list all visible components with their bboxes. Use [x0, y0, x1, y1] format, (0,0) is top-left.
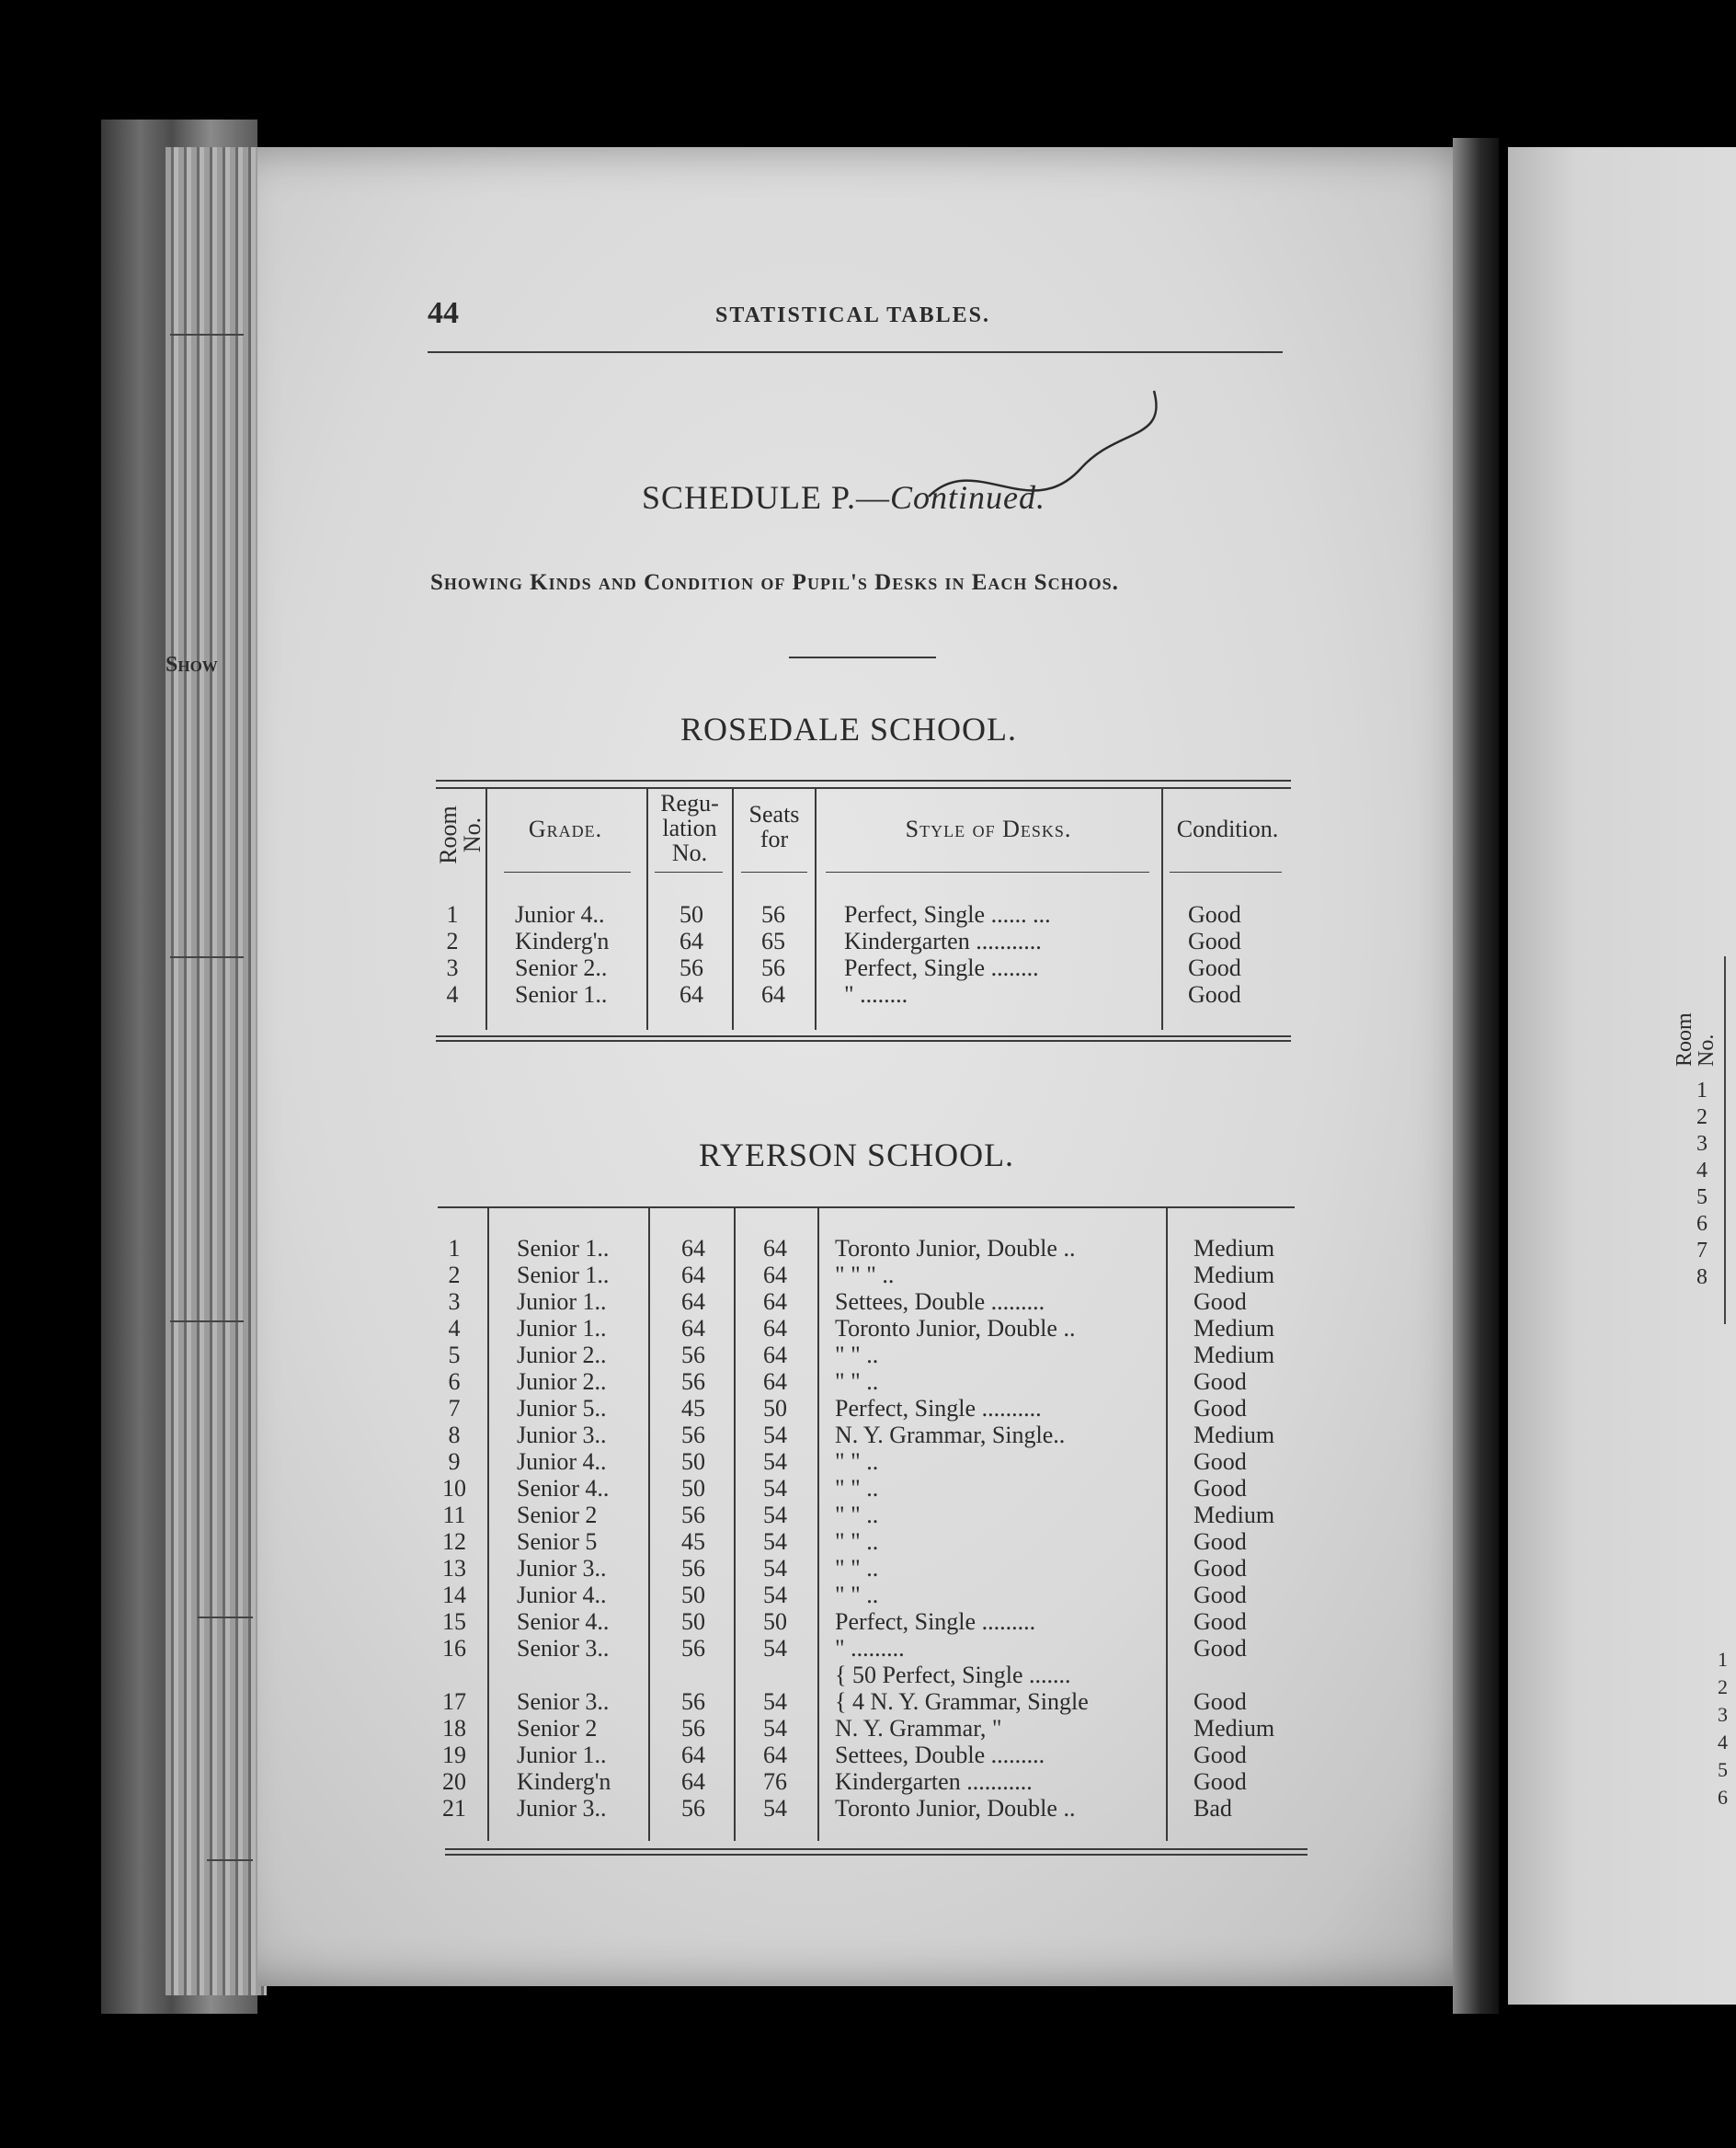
rosedale-bottom-rule	[436, 1035, 1291, 1037]
cell-room: 17	[442, 1688, 466, 1715]
header-seats-for: Seats for	[748, 801, 800, 852]
cell-room: 3	[448, 1288, 461, 1315]
facing-page-show-fragment: Show	[166, 653, 218, 677]
header-underline	[655, 872, 723, 873]
cell-room: 20	[442, 1768, 466, 1795]
cell-seats: 54	[763, 1422, 787, 1448]
cell-regulation: 45	[681, 1395, 705, 1422]
cell-style: N. Y. Grammar, Single..	[835, 1422, 1066, 1448]
cell-regulation: 56	[681, 1368, 705, 1395]
divider-short	[789, 657, 936, 658]
facing-page-number: 7	[1696, 1239, 1707, 1263]
cell-grade: Junior 4..	[515, 901, 605, 928]
cell-seats: 54	[763, 1635, 787, 1662]
facing-page-number: 2	[1696, 1105, 1707, 1129]
cell-seats: 64	[763, 1342, 787, 1368]
cell-seats: 54	[763, 1795, 787, 1822]
cell-seats: 64	[763, 1262, 787, 1288]
cell-condition: Good	[1194, 1395, 1247, 1422]
book-gutter	[1453, 138, 1499, 2014]
cell-room: 19	[442, 1742, 466, 1768]
cell-room: 8	[448, 1422, 461, 1448]
header-underline	[504, 872, 631, 873]
facing-page-rule	[170, 334, 244, 336]
cell-condition: Good	[1188, 954, 1241, 981]
header-underline	[826, 872, 1149, 873]
cell-grade: Junior 2..	[517, 1342, 607, 1368]
header-underline	[1170, 872, 1282, 873]
cell-regulation: 50	[681, 1448, 705, 1475]
facing-page-number: 1	[1696, 1079, 1707, 1103]
facing-page-rule	[170, 956, 244, 958]
cell-grade: Junior 1..	[517, 1742, 607, 1768]
cell-regulation: 50	[681, 1582, 705, 1608]
cell-seats: 50	[763, 1395, 787, 1422]
col-divider	[487, 1208, 489, 1841]
cell-seats: 54	[763, 1528, 787, 1555]
cell-regulation: 64	[681, 1768, 705, 1795]
cell-style: Toronto Junior, Double ..	[835, 1315, 1076, 1342]
cell-seats: 64	[763, 1368, 787, 1395]
cell-style: Perfect, Single ...... ...	[844, 901, 1051, 928]
cell-room: 16	[442, 1635, 466, 1662]
cell-regulation: 45	[681, 1528, 705, 1555]
header-condition: Condition.	[1176, 816, 1279, 842]
cell-room: 14	[442, 1582, 466, 1608]
cell-regulation: 64	[680, 981, 703, 1008]
cell-room: 4	[446, 981, 459, 1008]
cell-condition: Medium	[1194, 1715, 1275, 1742]
cell-condition: Good	[1194, 1448, 1247, 1475]
cell-style: " " ..	[835, 1555, 879, 1582]
cell-room: 1	[446, 901, 459, 928]
col-divider	[734, 1208, 736, 1841]
cell-seats: 54	[763, 1688, 787, 1715]
cell-style: Settees, Double .........	[835, 1288, 1045, 1315]
cell-room: 15	[442, 1608, 466, 1635]
facing-page-number: 4	[1696, 1159, 1707, 1183]
cell-condition: Medium	[1194, 1315, 1275, 1342]
facing-page-rule	[198, 1617, 253, 1618]
page-number: 44	[428, 296, 459, 330]
cell-style: " .........	[835, 1635, 905, 1662]
cell-style: " " ..	[835, 1582, 879, 1608]
schedule-subtitle: Showing Kinds and Condition of Pupil's Desks in Each Schoos.	[430, 570, 1119, 595]
cell-grade: Kinderg'n	[515, 928, 610, 954]
header-underline	[741, 872, 807, 873]
cell-seats: 64	[763, 1742, 787, 1768]
col-divider	[817, 1208, 819, 1841]
handwritten-scribble	[919, 386, 1177, 515]
cell-grade: Junior 1..	[517, 1288, 607, 1315]
cell-room: 3	[446, 954, 459, 981]
cell-grade: Junior 3..	[517, 1795, 607, 1822]
cell-seats: 54	[763, 1448, 787, 1475]
cell-style: Toronto Junior, Double ..	[835, 1235, 1076, 1262]
cell-condition: Good	[1188, 928, 1241, 954]
cell-regulation: 50	[681, 1608, 705, 1635]
facing-page-number: 2	[1718, 1675, 1728, 1698]
cell-condition: Good	[1194, 1608, 1247, 1635]
cell-seats: 54	[763, 1715, 787, 1742]
facing-page-col-divider	[1724, 956, 1726, 1324]
cell-seats: 54	[763, 1475, 787, 1502]
cell-grade: Senior 2..	[515, 954, 608, 981]
cell-seats: 54	[763, 1582, 787, 1608]
cell-style: Perfect, Single ..........	[835, 1395, 1042, 1422]
header-room-no: Room No.	[435, 806, 485, 864]
col-divider	[815, 789, 817, 1030]
facing-page-number: 1	[1718, 1648, 1728, 1671]
cell-condition: Good	[1194, 1768, 1247, 1795]
cell-condition: Medium	[1194, 1235, 1275, 1262]
cell-seats: 64	[763, 1315, 787, 1342]
cell-regulation: 64	[681, 1315, 705, 1342]
cell-grade: Senior 2	[517, 1715, 598, 1742]
cell-condition: Good	[1194, 1635, 1247, 1662]
cell-seats: 76	[763, 1768, 787, 1795]
cell-style: N. Y. Grammar, "	[835, 1715, 1002, 1742]
cell-grade: Senior 1..	[515, 981, 608, 1008]
cell-room: 1	[448, 1235, 461, 1262]
cell-seats: 56	[761, 954, 785, 981]
cell-grade: Senior 3..	[517, 1635, 610, 1662]
rosedale-top-rule	[436, 780, 1291, 782]
cell-grade: Junior 1..	[517, 1315, 607, 1342]
cell-room: 13	[442, 1555, 466, 1582]
cell-grade: Junior 5..	[517, 1395, 607, 1422]
cell-style: Perfect, Single .........	[835, 1608, 1036, 1635]
cell-regulation: 64	[681, 1262, 705, 1288]
cell-regulation: 56	[681, 1715, 705, 1742]
cell-regulation: 64	[681, 1288, 705, 1315]
cell-style: " " ..	[835, 1368, 879, 1395]
cell-style: " ........	[844, 981, 908, 1008]
facing-page	[1508, 147, 1736, 2005]
cell-condition: Good	[1188, 981, 1241, 1008]
cell-regulation: 56	[681, 1422, 705, 1448]
facing-page-numbers	[1696, 1078, 1707, 1291]
cell-style: " " ..	[835, 1448, 879, 1475]
cell-regulation: 56	[681, 1502, 705, 1528]
facing-page-number: 4	[1718, 1731, 1728, 1754]
facing-page-number: 3	[1718, 1703, 1728, 1726]
facing-page-number: 8	[1696, 1265, 1707, 1289]
running-head: STATISTICAL TABLES.	[715, 303, 991, 327]
cell-grade: Junior 3..	[517, 1555, 607, 1582]
cell-condition: Medium	[1194, 1342, 1275, 1368]
schedule-title-main: SCHEDULE P.—	[642, 479, 891, 516]
rosedale-bottom-rule-2	[436, 1040, 1291, 1042]
cell-room: 11	[442, 1502, 466, 1528]
cell-seats: 56	[761, 901, 785, 928]
cell-style: Settees, Double .........	[835, 1742, 1045, 1768]
cell-style: Kindergarten ...........	[835, 1768, 1033, 1795]
schedule-title-continued: Continued.	[890, 479, 1046, 516]
cell-condition: Good	[1188, 901, 1241, 928]
facing-page-rule	[207, 1859, 253, 1861]
cell-room: 9	[448, 1448, 461, 1475]
cell-seats: 64	[761, 981, 785, 1008]
cell-condition: Good	[1194, 1528, 1247, 1555]
cell-condition: Good	[1194, 1475, 1247, 1502]
cell-style: { 50 Perfect, Single .......	[835, 1662, 1071, 1688]
cell-room: 7	[448, 1395, 461, 1422]
cell-grade: Junior 3..	[517, 1422, 607, 1448]
cell-grade: Senior 2	[517, 1502, 598, 1528]
cell-seats: 65	[761, 928, 785, 954]
cell-seats: 50	[763, 1608, 787, 1635]
cell-grade: Senior 5	[517, 1528, 598, 1555]
col-divider	[648, 1208, 650, 1841]
cell-regulation: 56	[680, 954, 703, 981]
cell-room: 4	[448, 1315, 461, 1342]
header-grade: Grade.	[528, 816, 603, 842]
cell-condition: Medium	[1194, 1422, 1275, 1448]
cell-regulation: 56	[681, 1555, 705, 1582]
cell-style: " " ..	[835, 1475, 879, 1502]
cell-seats: 54	[763, 1555, 787, 1582]
cell-seats: 64	[763, 1288, 787, 1315]
cell-regulation: 56	[681, 1795, 705, 1822]
col-divider	[1166, 1208, 1168, 1841]
facing-page-number: 5	[1718, 1758, 1728, 1781]
ryerson-bottom-rule	[445, 1848, 1308, 1850]
facing-page-number: 6	[1718, 1786, 1728, 1809]
cell-regulation: 50	[681, 1475, 705, 1502]
cell-style: Toronto Junior, Double ..	[835, 1795, 1076, 1822]
cell-regulation: 64	[680, 928, 703, 954]
ryerson-bottom-rule-2	[445, 1854, 1308, 1856]
cell-room: 21	[442, 1795, 466, 1822]
cell-room: 5	[448, 1342, 461, 1368]
facing-page-rule	[170, 1320, 244, 1322]
facing-page-number: 5	[1696, 1185, 1707, 1209]
cell-room: 10	[442, 1475, 466, 1502]
cell-room: 2	[448, 1262, 461, 1288]
cell-grade: Senior 4..	[517, 1608, 610, 1635]
cell-room: 12	[442, 1528, 466, 1555]
cell-condition: Bad	[1194, 1795, 1232, 1822]
cell-condition: Good	[1194, 1742, 1247, 1768]
cell-room: 2	[446, 928, 459, 954]
cell-condition: Good	[1194, 1368, 1247, 1395]
cell-room: 6	[448, 1368, 461, 1395]
cell-condition: Medium	[1194, 1502, 1275, 1528]
cell-regulation: 64	[681, 1235, 705, 1262]
cell-regulation: 56	[681, 1342, 705, 1368]
cell-regulation: 56	[681, 1635, 705, 1662]
page-stack-edges	[166, 147, 267, 1995]
cell-grade: Senior 1..	[517, 1235, 610, 1262]
cell-grade: Kinderg'n	[517, 1768, 611, 1795]
cell-condition: Good	[1194, 1582, 1247, 1608]
header-rule	[428, 351, 1283, 353]
facing-page-room-no: Room No.	[1673, 1012, 1719, 1067]
cell-grade: Senior 3..	[517, 1688, 610, 1715]
cell-style: " " ..	[835, 1342, 879, 1368]
cell-seats: 54	[763, 1502, 787, 1528]
cell-style: { 4 N. Y. Grammar, Single	[835, 1688, 1089, 1715]
facing-page-number: 3	[1696, 1132, 1707, 1156]
cell-condition: Good	[1194, 1288, 1247, 1315]
cell-style: Perfect, Single ........	[844, 954, 1039, 981]
cell-style: " " " ..	[835, 1262, 895, 1288]
cell-style: " " ..	[835, 1502, 879, 1528]
cell-condition: Good	[1194, 1688, 1247, 1715]
cell-grade: Junior 4..	[517, 1582, 607, 1608]
rosedale-school-title: ROSEDALE SCHOOL.	[680, 711, 1018, 748]
cell-condition: Medium	[1194, 1262, 1275, 1288]
cell-style: " " ..	[835, 1528, 879, 1555]
cell-style: Kindergarten ...........	[844, 928, 1042, 954]
header-regulation: Regu- lation No.	[660, 790, 719, 866]
cell-room: 18	[442, 1715, 466, 1742]
cell-regulation: 64	[681, 1742, 705, 1768]
cell-grade: Senior 4..	[517, 1475, 610, 1502]
ryerson-school-title: RYERSON SCHOOL.	[699, 1137, 1015, 1173]
facing-page-number: 6	[1696, 1212, 1707, 1236]
cell-condition: Good	[1194, 1555, 1247, 1582]
cell-regulation: 56	[681, 1688, 705, 1715]
cell-grade: Junior 4..	[517, 1448, 607, 1475]
cell-regulation: 50	[680, 901, 703, 928]
cell-seats: 64	[763, 1235, 787, 1262]
header-style-of-desks: Style of Desks.	[905, 816, 1072, 842]
facing-page-numbers-lower	[1718, 1646, 1728, 1811]
cell-grade: Junior 2..	[517, 1368, 607, 1395]
cell-grade: Senior 1..	[517, 1262, 610, 1288]
